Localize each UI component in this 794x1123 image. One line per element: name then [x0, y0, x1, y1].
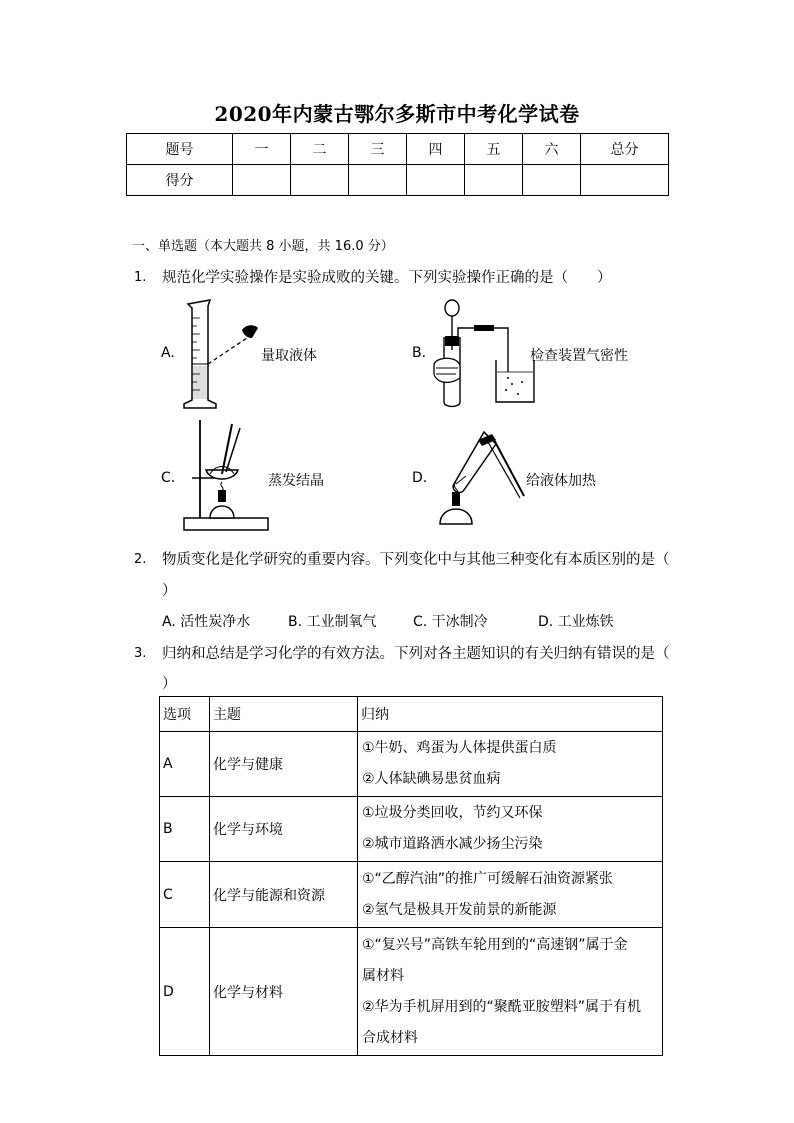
summary-line: ①“复兴号”高铁车轮用到的“高速钢”属于金	[362, 936, 628, 953]
summary-cell	[358, 797, 663, 862]
header-cell: 选项	[160, 697, 210, 732]
table-row	[160, 862, 663, 928]
score-table	[126, 133, 669, 196]
test-tube-heating-icon	[432, 424, 528, 532]
topic-cell: 化学与材料	[210, 928, 358, 1056]
question-text-continued: ）	[162, 676, 177, 692]
summary-cell	[358, 862, 663, 928]
question-text: 归纳和总结是学习化学的有效方法。下列对各主题知识的有关归纳有错误的是（	[162, 646, 670, 662]
summary-table	[159, 696, 663, 1056]
page-title: 2020年内蒙古鄂尔多斯市中考化学试卷	[214, 102, 580, 126]
option-cell: A	[160, 732, 210, 797]
score-cell	[465, 165, 523, 196]
evaporation-apparatus-icon	[180, 418, 272, 534]
option-cell: B	[160, 797, 210, 862]
score-header-cell: 五	[465, 134, 523, 165]
section-heading: 一、单选题（本大题共 8 小题，共 16.0 分）	[132, 239, 394, 254]
option-caption: 给液体加热	[526, 473, 596, 489]
option-caption: 量取液体	[261, 348, 317, 364]
score-header-cell: 二	[291, 134, 349, 165]
table-row	[160, 928, 663, 1056]
summary-line: ①垃圾分类回收，节约又环保	[362, 805, 543, 821]
option-text: A. 活性炭净水	[162, 614, 251, 630]
question-text: 物质变化是化学研究的重要内容。下列变化中与其他三种变化有本质区别的是（	[162, 552, 670, 568]
topic-cell: 化学与能源和资源	[210, 862, 358, 928]
summary-line: 合成材料	[362, 1029, 418, 1046]
score-cell	[233, 165, 291, 196]
score-cell	[349, 165, 407, 196]
option-letter: D.	[412, 470, 428, 486]
summary-line: ②华为手机屏用到的“聚酰亚胺塑料”属于有机	[362, 998, 642, 1015]
option-letter: B.	[412, 345, 427, 361]
score-header-cell: 题号	[127, 134, 233, 165]
option-letter: C.	[161, 470, 176, 486]
score-header-cell: 四	[407, 134, 465, 165]
question-text: 规范化学实验操作是实验成败的关键。下列实验操作正确的是（ ）	[162, 270, 612, 286]
table-row	[160, 797, 663, 862]
score-table-row	[127, 165, 669, 196]
option-text: B. 工业制氧气	[288, 614, 377, 630]
header-cell: 归纳	[358, 697, 663, 732]
airtightness-apparatus-icon	[428, 298, 538, 412]
option-caption: 检查装置气密性	[530, 348, 628, 364]
table-row	[160, 732, 663, 797]
score-header-cell: 总分	[581, 134, 669, 165]
summary-line: ②氢气是极具开发前景的新能源	[362, 901, 557, 918]
summary-line: ①牛奶、鸡蛋为人体提供蛋白质	[362, 740, 557, 756]
summary-cell	[358, 928, 663, 1056]
score-row-label: 得分	[127, 165, 233, 196]
score-header-cell: 一	[233, 134, 291, 165]
summary-line: ①“乙醇汽油”的推广可缓解石油资源紧张	[362, 870, 614, 887]
score-cell	[407, 165, 465, 196]
option-letter: A.	[161, 345, 175, 361]
score-header-cell: 三	[349, 134, 407, 165]
summary-line: ②城市道路洒水减少扬尘污染	[362, 836, 543, 852]
option-cell: C	[160, 862, 210, 928]
score-cell	[291, 165, 349, 196]
option-text: C. 干冰制冷	[413, 614, 488, 630]
question-number: 3.	[134, 646, 147, 661]
topic-cell: 化学与环境	[210, 797, 358, 862]
question-number: 1.	[134, 270, 147, 285]
option-cell: D	[160, 928, 210, 1056]
summary-line: ②人体缺碘易患贫血病	[362, 771, 501, 787]
score-header-cell: 六	[523, 134, 581, 165]
summary-cell	[358, 732, 663, 797]
question-number: 2.	[134, 552, 147, 567]
score-cell	[581, 165, 669, 196]
question-text-continued: ）	[162, 583, 177, 599]
summary-line: 属材料	[362, 967, 404, 984]
score-table-header	[127, 134, 669, 165]
header-cell: 主题	[210, 697, 358, 732]
option-text: D. 工业炼铁	[538, 614, 614, 630]
score-cell	[523, 165, 581, 196]
option-caption: 蒸发结晶	[268, 473, 324, 489]
summary-table-header	[160, 697, 663, 732]
topic-cell: 化学与健康	[210, 732, 358, 797]
